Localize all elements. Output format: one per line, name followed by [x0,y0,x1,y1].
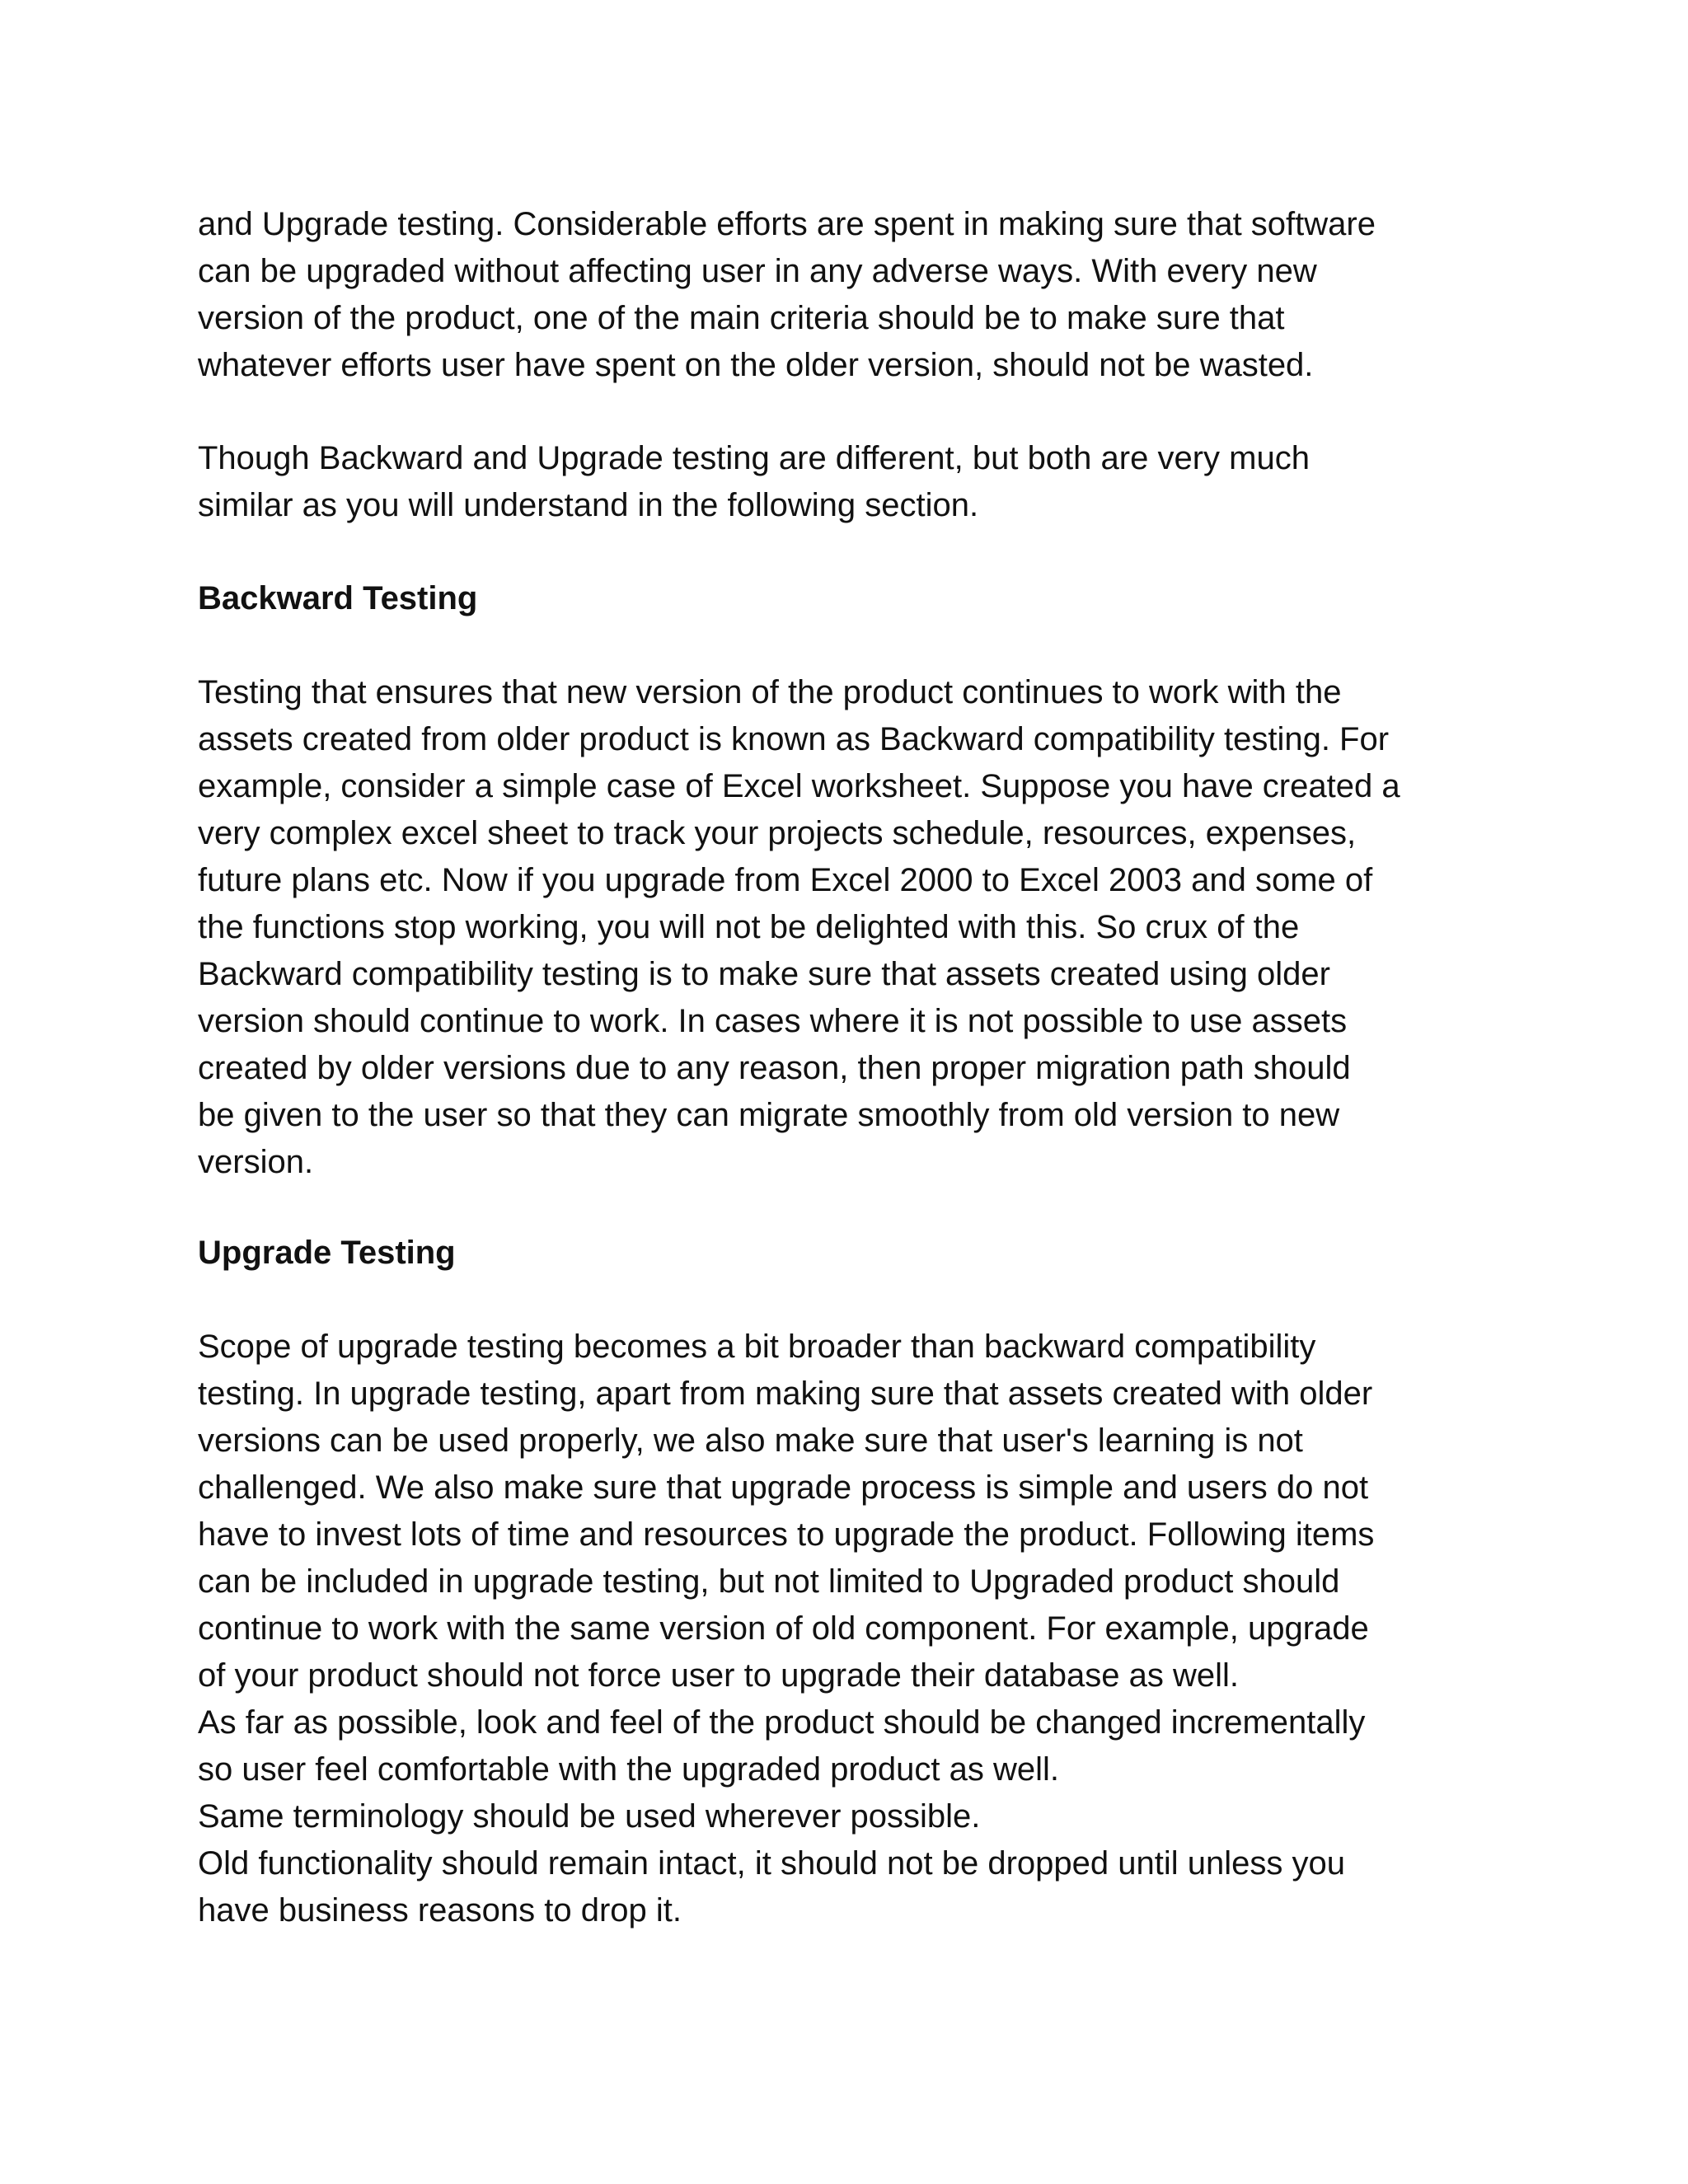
paragraph-line: created by older versions due to any reason, then proper migration path should [198,1050,1351,1086]
paragraph-line: Scope of upgrade testing becomes a bit broader than backward compatibility [198,1329,1316,1365]
paragraph-line: versions can be used properly, we also make sure that user's learning is not [198,1422,1303,1459]
paragraph-line: version should continue to work. In cases where it is not possible to use assets [198,1003,1348,1039]
paragraph-intro [198,201,1517,389]
paragraph-line: whatever efforts user have spent on the older version, should not be wasted. [198,347,1314,383]
paragraph-line: challenged. We also make sure that upgrade process is simple and users do not [198,1469,1369,1506]
paragraph-line: have business reasons to drop it. [198,1892,682,1929]
paragraph-line: As far as possible, look and feel of the product should be changed incrementally [198,1704,1366,1741]
paragraph-line: be given to the user so that they can migrate smoothly from old version to new [198,1097,1340,1133]
paragraph-line: of your product should not force user to upgrade their database as well. [198,1657,1239,1694]
heading-backward-testing: Backward Testing [198,580,478,616]
paragraph-line: Old functionality should remain intact, it should not be dropped until unless you [198,1845,1345,1882]
paragraph-line: have to invest lots of time and resources to upgrade the product. Following items [198,1516,1375,1553]
paragraph-line: assets created from older product is known as Backward compatibility testing. For [198,721,1390,757]
paragraph-line: so user feel comfortable with the upgraded product as well. [198,1751,1060,1788]
paragraph-line: Same terminology should be used wherever possible. [198,1798,981,1835]
paragraph-line: future plans etc. Now if you upgrade from Excel 2000 to Excel 2003 and some of [198,862,1373,898]
paragraph-line: continue to work with the same version of old component. For example, upgrade [198,1610,1369,1647]
paragraph-upgrade [198,1324,1517,1934]
paragraph-line: can be upgraded without affecting user in any adverse ways. With every new [198,253,1317,289]
paragraph-line: Testing that ensures that new version of the product continues to work with the [198,674,1342,710]
paragraph-line: Though Backward and Upgrade testing are different, but both are very much [198,440,1310,476]
paragraph-line: testing. In upgrade testing, apart from making sure that assets created with older [198,1376,1373,1412]
paragraph-backward [198,669,1517,1186]
paragraph-line: version. [198,1144,314,1180]
paragraph-similarity [198,435,1517,529]
paragraph-line: can be included in upgrade testing, but not limited to Upgraded product should [198,1563,1340,1600]
paragraph-line: very complex excel sheet to track your projects schedule, resources, expenses, [198,815,1357,851]
heading-upgrade-testing: Upgrade Testing [198,1235,456,1271]
paragraph-line: and Upgrade testing. Considerable efforts are spent in making sure that software [198,206,1376,242]
paragraph-line: example, consider a simple case of Excel worksheet. Suppose you have created a [198,768,1400,804]
paragraph-line: version of the product, one of the main criteria should be to make sure that [198,300,1285,336]
paragraph-line: similar as you will understand in the following section. [198,487,979,523]
paragraph-line: Backward compatibility testing is to make sure that assets created using older [198,956,1330,992]
paragraph-line: the functions stop working, you will not be delighted with this. So crux of the [198,909,1300,945]
